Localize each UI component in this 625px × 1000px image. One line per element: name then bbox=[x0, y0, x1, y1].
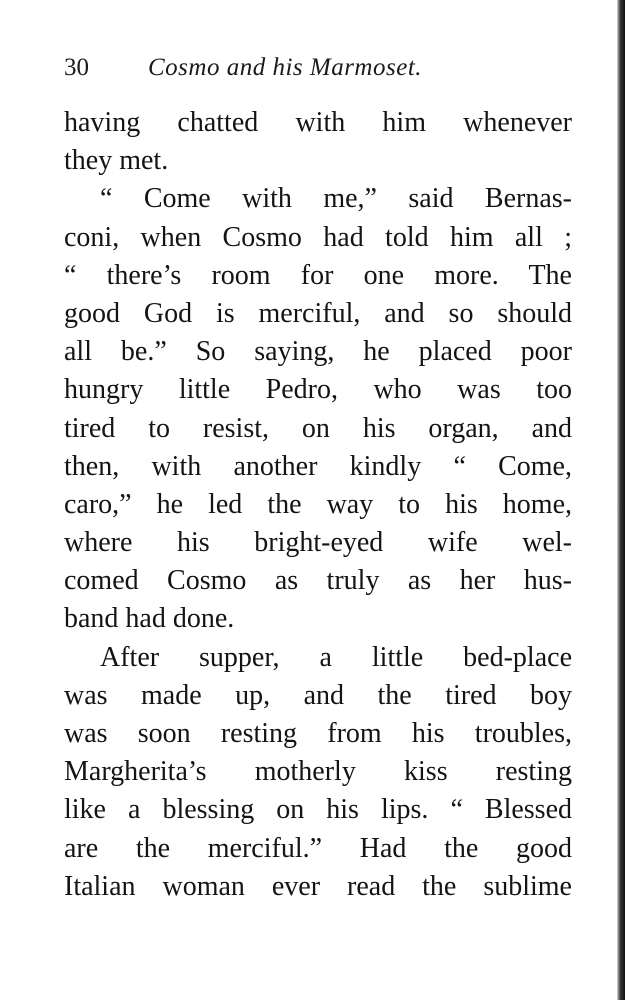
text-line: they met. bbox=[64, 145, 169, 177]
text-line: tired to resist, on his organ, and bbox=[64, 412, 572, 444]
text-line: was made up, and the tired boy bbox=[64, 679, 572, 711]
body-text bbox=[64, 104, 572, 906]
text-line: all be.” So saying, he placed poor bbox=[64, 336, 572, 368]
text-line: Italian woman ever read the sublime bbox=[64, 870, 572, 902]
text-line: then, with another kindly “ Come, bbox=[64, 450, 572, 482]
binding-edge bbox=[617, 0, 625, 1000]
text-line: where his bright-eyed wife wel- bbox=[64, 527, 572, 559]
text-line: After supper, a little bed-place bbox=[100, 641, 572, 673]
text-line: “ Come with me,” said Bernas- bbox=[100, 183, 572, 215]
running-title: Cosmo and his Marmoset. bbox=[148, 54, 423, 81]
text-line: Margherita’s motherly kiss resting bbox=[64, 756, 572, 788]
text-line: good God is merciful, and so should bbox=[64, 297, 572, 329]
text-line: coni, when Cosmo had told him all ; bbox=[64, 221, 572, 253]
text-line: hungry little Pedro, who was too bbox=[64, 374, 572, 406]
text-line: are the merciful.” Had the good bbox=[64, 832, 572, 864]
text-line: caro,” he led the way to his home, bbox=[64, 488, 572, 520]
text-line: comed Cosmo as truly as her hus- bbox=[64, 565, 572, 597]
text-line: “ there’s room for one more. The bbox=[64, 259, 572, 291]
text-line: having chatted with him whenever bbox=[64, 107, 572, 138]
text-line: like a blessing on his lips. “ Blessed bbox=[64, 794, 572, 826]
text-line: was soon resting from his troubles, bbox=[64, 718, 572, 749]
text-line: band had done. bbox=[64, 603, 235, 635]
running-head bbox=[64, 48, 564, 88]
page-number: 30 bbox=[64, 54, 89, 81]
